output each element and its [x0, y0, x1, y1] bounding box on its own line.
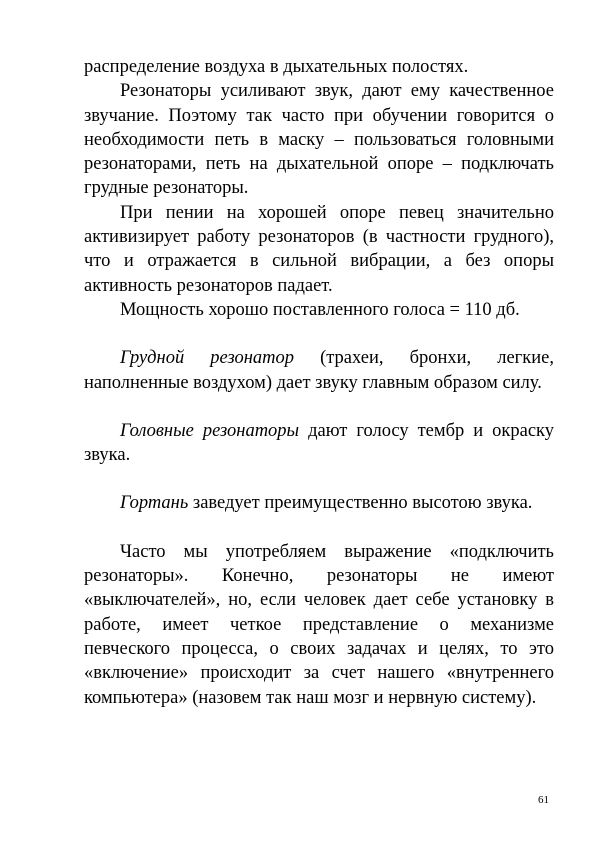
paragraph-head-resonators	[84, 419, 554, 468]
paragraph-voice-power: Мощность хорошо поставленного голоса = 110 дб.	[120, 299, 520, 320]
paragraph-connect-resonators: Часто мы употребляем выражение «подключить резонаторы». Конечно, резонаторы не имеют «выключателей», но, если человек дает себе установку в работе, имеет четкое представление о механизме певческого процесса, о своих задачах и целях, то это «включение» происходит за счет нашего «внутреннего компьютера» (назовем так наш мозг и нервную систему).	[84, 541, 554, 708]
head-resonators-description: дают голосу тембр и окраску звука.	[84, 420, 555, 466]
page-number: 61	[538, 794, 549, 806]
paragraph-larynx	[84, 491, 554, 515]
body-text	[84, 55, 554, 710]
term-head-resonators: Головные резонаторы	[120, 420, 300, 441]
paragraph-chest-resonator	[84, 346, 554, 395]
term-larynx: Гортань	[120, 493, 189, 514]
paragraph-air-distribution: распределение воздуха в дыхательных полостях.	[84, 57, 469, 77]
chest-resonator-description: (трахеи, бронхи, легкие, наполненные воздухом) дает звуку главным образом силу.	[84, 348, 554, 393]
term-chest-resonator: Грудной резонатор	[120, 348, 294, 369]
paragraph-resonators-amplify: Резонаторы усиливают звук, дают ему качественное звучание. Поэтому так часто при обучении говорится о необходимости петь в маску – пользоваться головными резонаторами, петь на дыхательной опоре – подключать грудные резонаторы.	[84, 81, 554, 199]
paragraph-singing-support: При пении на хорошей опоре певец значительно активизирует работу резонаторов (в частности грудного), что и отражается в сильной вибрации, а без опоры активность резонаторов падает.	[84, 202, 554, 296]
larynx-description: заведует преимущественно высотою звука.	[188, 493, 533, 514]
